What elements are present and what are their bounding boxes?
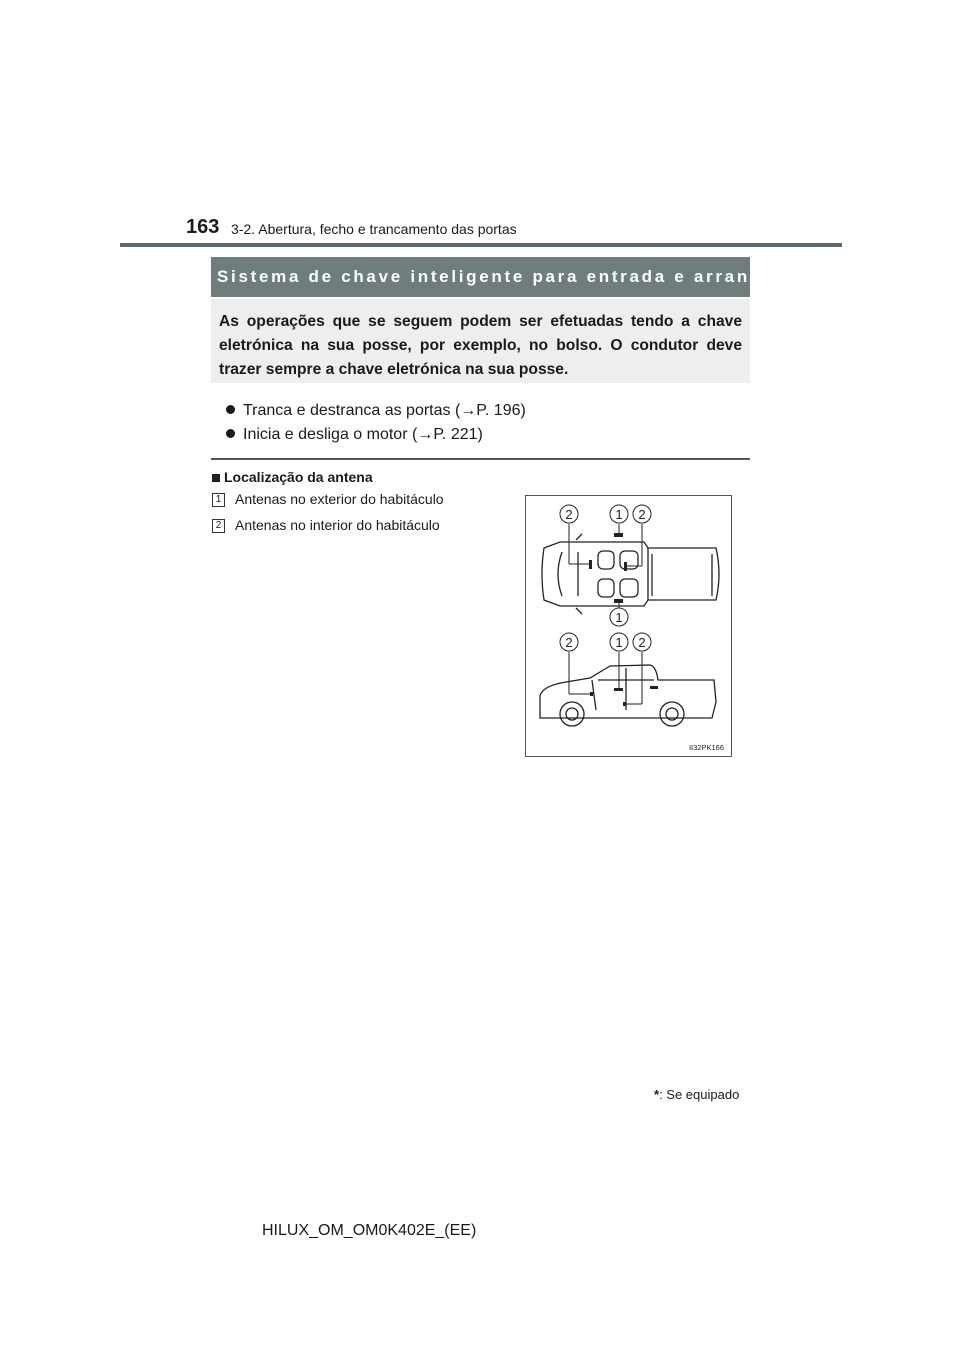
subheading [212, 469, 373, 485]
callout-label: 2 [638, 635, 646, 650]
antenna-marker [614, 533, 623, 537]
antenna-marker [590, 692, 593, 696]
bullet-icon [226, 429, 235, 438]
legend-item [212, 517, 440, 533]
footnote-marker: * [654, 1087, 660, 1102]
callout-label: 1 [615, 507, 623, 522]
callout-label: 2 [565, 635, 573, 650]
arrow-icon: → [417, 426, 434, 443]
legend-number: 2 [212, 519, 225, 533]
figure-code: II32PK166 [688, 743, 724, 752]
legend-number: 1 [212, 493, 225, 507]
intro-box [211, 299, 750, 383]
bullet-item [226, 402, 526, 420]
callout-label: 1 [615, 635, 623, 650]
antenna-marker [614, 688, 623, 691]
section-heading [211, 257, 798, 297]
truck-side-body [540, 665, 716, 718]
bullet-icon [226, 405, 235, 414]
legend-item [212, 491, 444, 507]
callout-label: 2 [638, 507, 646, 522]
vehicle-illustration [526, 496, 731, 756]
page-reference: P. 221) [433, 426, 483, 443]
callout-label: 1 [615, 610, 623, 625]
square-bullet-icon [212, 474, 220, 482]
bullet-text: Inicia e desliga o motor ( [243, 426, 418, 443]
bullet-text: Tranca e destranca as portas ( [243, 402, 461, 419]
page-reference: P. 196) [476, 402, 526, 419]
antenna-marker [614, 599, 623, 603]
footnote-text: : Se equipado [659, 1087, 740, 1102]
antenna-marker [589, 560, 592, 569]
arrow-icon: → [460, 402, 477, 419]
callout-label: 2 [565, 507, 573, 522]
legend-text: Antenas no exterior do habitáculo [235, 491, 444, 507]
section-title: 3-2. Abertura, fecho e trancamento das portas [231, 221, 517, 237]
subheading-text: Localização da antena [224, 469, 373, 485]
section-divider [211, 458, 750, 460]
document-code: HILUX_OM_OM0K402E_(EE) [262, 1222, 477, 1239]
antenna-location-diagram [525, 495, 732, 757]
legend-text: Antenas no interior do habitáculo [235, 517, 440, 533]
equipped-marker: * [790, 268, 798, 280]
antenna-marker [623, 702, 626, 706]
header-divider [120, 243, 842, 247]
heading-text: Sistema de chave inteligente para entrada e arranque [217, 267, 789, 286]
antenna-marker [624, 562, 627, 571]
intro-text: As operações que se seguem podem ser efetuadas tendo a chave eletrónica na sua posse, por exemplo, no bolso. O condutor deve trazer sempre a chave eletrónica na sua posse. [219, 313, 742, 378]
page-number: 163 [186, 216, 220, 238]
bullet-item [226, 426, 483, 444]
footnote [654, 1087, 739, 1102]
